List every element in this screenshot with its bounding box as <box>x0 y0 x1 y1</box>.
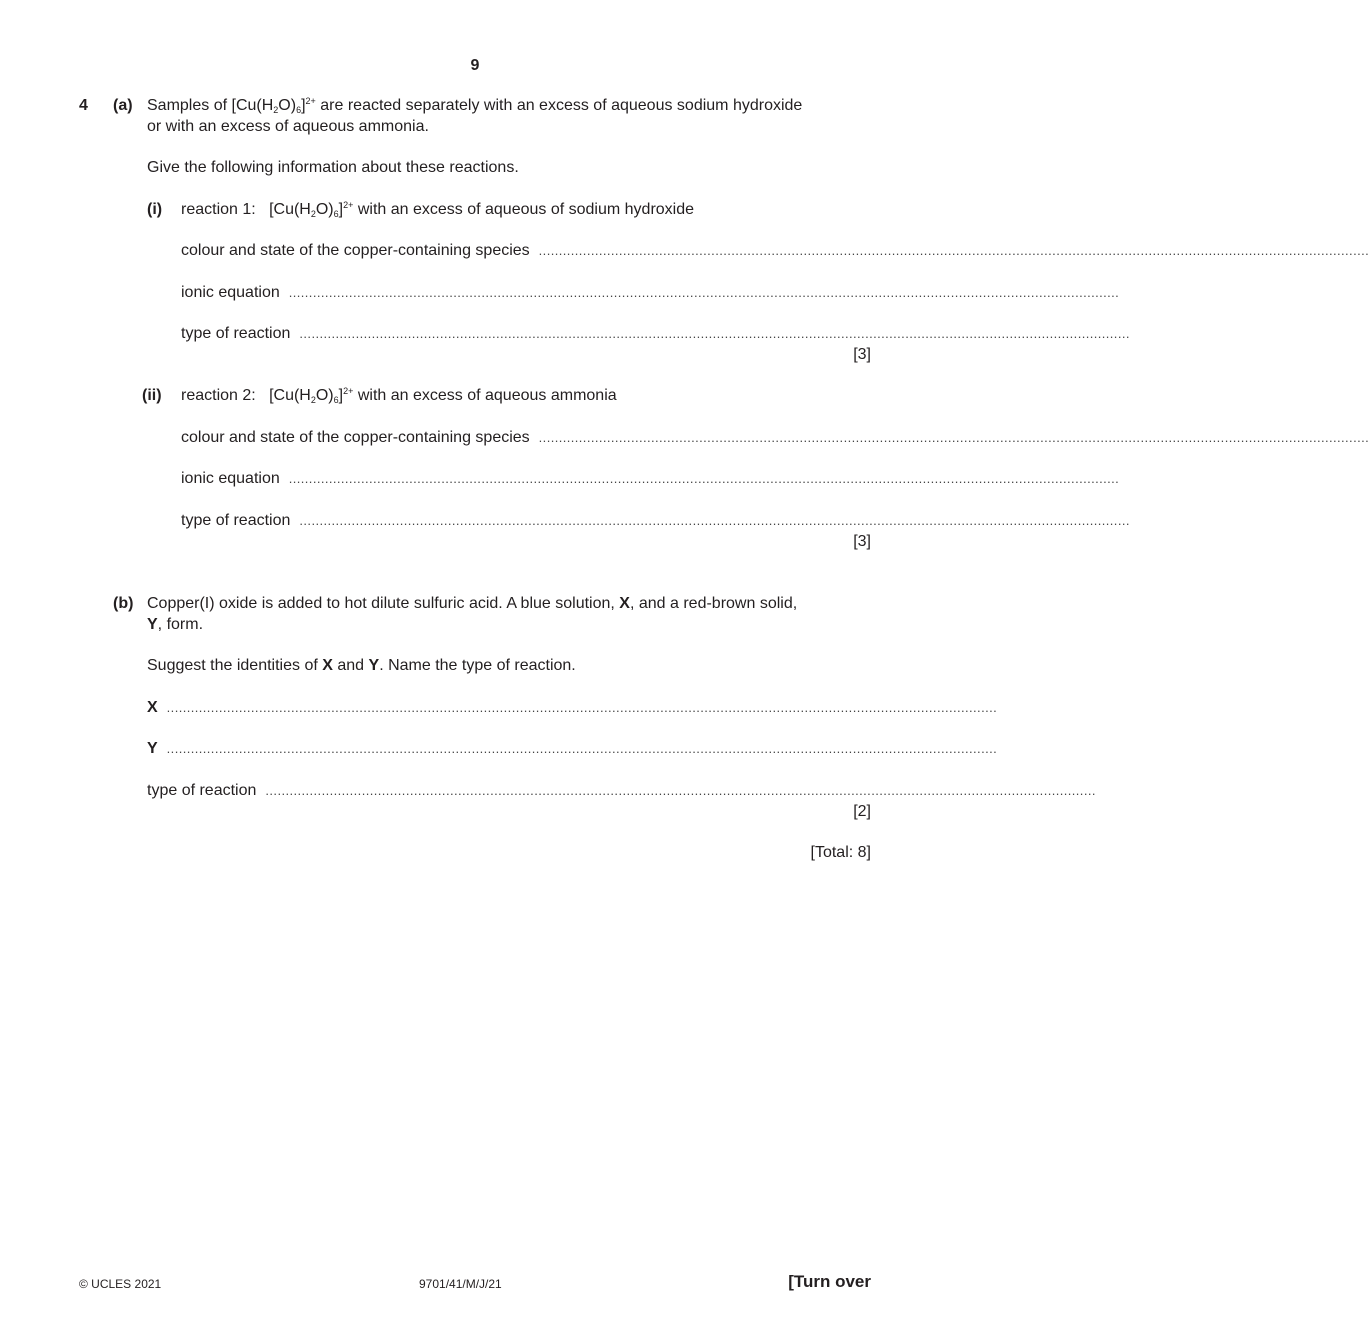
copyright: © UCLES 2021 <box>79 1277 162 1291</box>
part-a-instruction: Give the following information about these reactions. <box>147 159 519 176</box>
answer-line-y[interactable]: Y ............................................................................................................................................................................................................... <box>147 740 998 757</box>
part-a-intro: Samples of $[Cu(H_2O)_6]^{2+}$ are reacted separately with an excess of aqueous sodium hydroxide <box>147 96 803 115</box>
sub-ii-heading: reaction 2: $[Cu(H_2O)_6]^{2+}$ with an excess of aqueous ammonia <box>181 386 617 405</box>
answer-line-colour-i[interactable]: colour and state of the copper-containing species ............................................................................................................................................................................................................... <box>181 242 1369 259</box>
turn-over: [Turn over <box>788 1272 871 1291</box>
answer-line-colour-ii[interactable]: colour and state of the copper-containing species ............................................................................................................................................................................................................... <box>181 429 1369 446</box>
part-b-instruction: Suggest the identities of X and Y. Name the type of reaction. <box>147 657 576 674</box>
mark-b: [2] <box>853 803 871 820</box>
page-number: 9 <box>470 57 480 74</box>
answer-line-type-b[interactable]: type of reaction ............................................................................................................................................................................................................... <box>147 782 1096 799</box>
answer-line-type-ii[interactable]: type of reaction ............................................................................................................................................................................................................... <box>181 512 1130 529</box>
part-a-intro-line2: or with an excess of aqueous ammonia. <box>147 118 429 135</box>
question-number: 4 <box>79 97 88 114</box>
mark-i: [3] <box>853 346 871 363</box>
answer-line-equation-ii[interactable]: ionic equation ............................................................................................................................................................................................................... <box>181 470 1120 487</box>
paper-code: 9701/41/M/J/21 <box>419 1277 502 1291</box>
part-a-label: (a) <box>113 97 133 114</box>
complex-formula: $[Cu(H_2O)_6]^{2+}$ <box>269 200 354 219</box>
mark-ii: [3] <box>853 533 871 550</box>
answer-line-type-i[interactable]: type of reaction ............................................................................................................................................................................................................... <box>181 325 1130 342</box>
part-b-label: (b) <box>113 595 134 612</box>
complex-formula: $[Cu(H_2O)_6]^{2+}$ <box>269 386 354 405</box>
sub-i-label: (i) <box>147 201 163 218</box>
answer-line-x[interactable]: X ............................................................................................................................................................................................................... <box>147 699 998 716</box>
complex-formula: $[Cu(H_2O)_6]^{2+}$ <box>231 96 316 115</box>
part-b-line2: Y, form. <box>147 616 204 633</box>
sub-ii-label: (ii) <box>142 387 162 404</box>
sub-i-heading: reaction 1: $[Cu(H_2O)_6]^{2+}$ with an excess of aqueous of sodium hydroxide <box>181 200 695 219</box>
part-b-line1: Copper(I) oxide is added to hot dilute sulfuric acid. A blue solution, X, and a red-brown solid, <box>147 595 798 612</box>
answer-line-equation-i[interactable]: ionic equation ............................................................................................................................................................................................................... <box>181 284 1120 301</box>
total-mark: [Total: 8] <box>810 844 871 861</box>
